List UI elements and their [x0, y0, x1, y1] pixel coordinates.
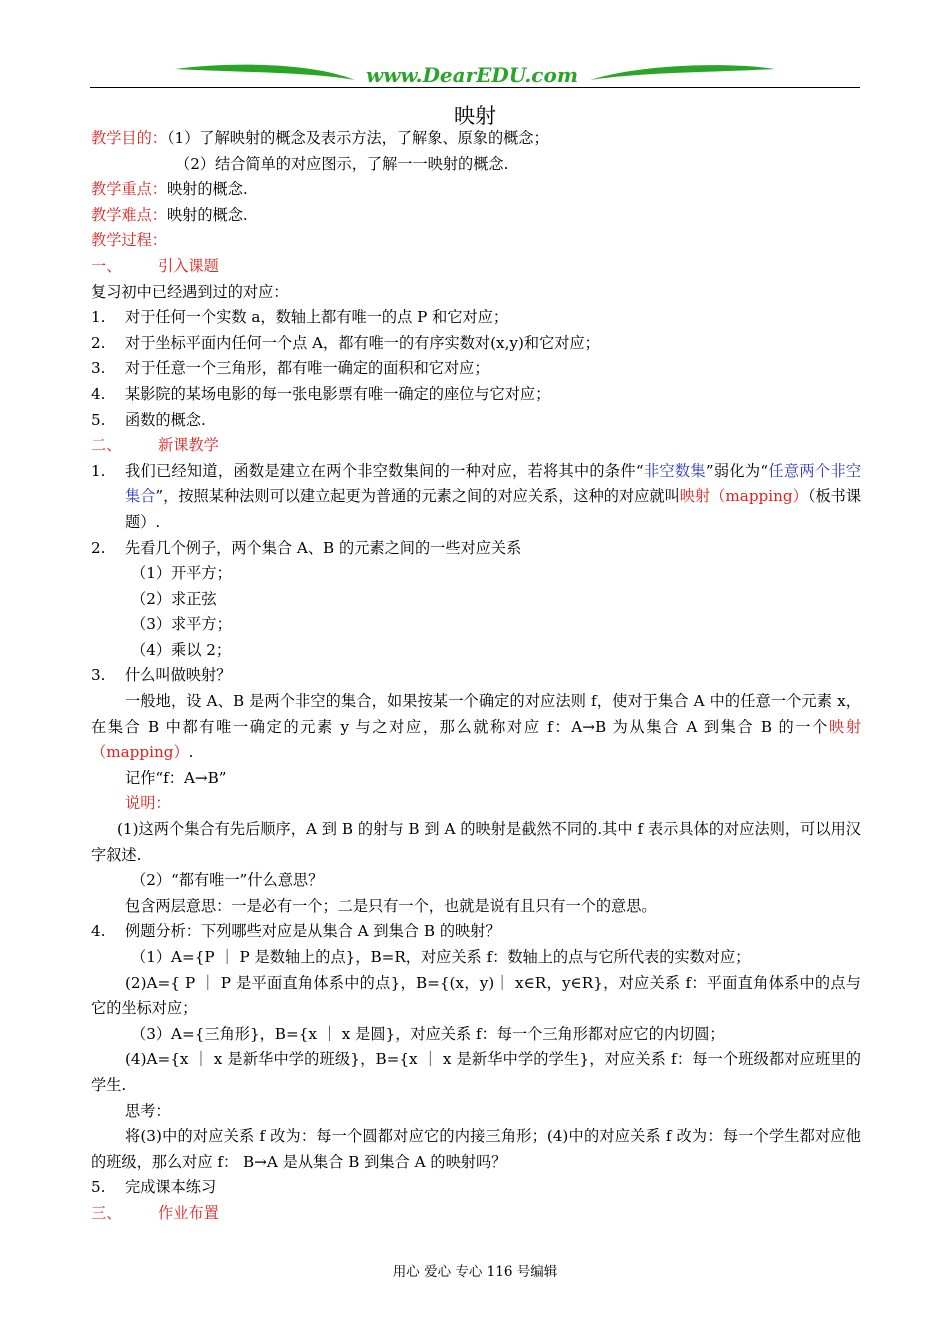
review-item-text: 某影院的某场电影的每一张电影票有唯一确定的座位与它对应；	[125, 384, 551, 403]
difficulty-text: 映射的概念.	[166, 205, 248, 224]
new-lesson-item-3	[91, 663, 861, 689]
item-1-text-h: （板书课题）.	[125, 487, 862, 531]
new-lesson-item-2	[91, 536, 861, 562]
review-item	[91, 382, 861, 408]
page-footer: 用心 爱心 专心 116 号编辑	[392, 1264, 558, 1280]
section-1-number: 一、	[91, 256, 122, 275]
difficulty-line	[91, 203, 861, 229]
example-relation: （4）乘以 2；	[131, 640, 232, 659]
section-3-title: 作业布置	[158, 1203, 219, 1222]
example-relation: （3）求平方；	[131, 615, 232, 634]
section-1-title: 引入课题	[158, 256, 219, 275]
definition-text: 一般地，设 A、B 是两个非空的集合，如果按某一个确定的对应法则 f，使对于集合 A 中的任意一个元素 x，在集合 B 中都有唯一确定的元素 y 与之对应，那么就称对应 f：A→B 为从集合 A 到集合 B 的一个	[91, 692, 861, 736]
section-3-heading	[91, 1201, 861, 1227]
review-item	[91, 331, 861, 357]
review-item	[91, 408, 861, 434]
item-2-number: 2.	[91, 538, 106, 557]
lesson-content	[91, 126, 861, 1227]
mapping-notation: 记作“f：A→B”	[125, 768, 227, 787]
review-intro: 复习初中已经遇到过的对应：	[91, 282, 289, 301]
review-item-text: 函数的概念.	[125, 410, 206, 429]
goals-line-1	[91, 126, 861, 152]
item-4-text: 例题分析：下列哪些对应是从集合 A 到集合 B 的映射？	[125, 922, 501, 941]
mapping-term: 映射	[679, 487, 711, 506]
goals-line-2	[91, 152, 861, 178]
page-title: 映射	[454, 104, 496, 128]
goals-label: 教学目的：	[91, 129, 167, 147]
think-question: 将(3)中的对应关系 f 改为：每一个圆都对应它的内接三角形；(4)中的对应关系 f 改为：每一个学生都对应他的班级，那么对应 f： B→A 是从集合 B 到集合 A 的映射吗？	[91, 1127, 861, 1171]
note-label: 说明：	[125, 794, 171, 813]
think-label: 思考：	[125, 1101, 171, 1120]
example-4: (4)A={x ｜ x 是新华中学的班级}，B={x ｜ x 是新华中学的学生}，对应关系 f：每一个班级都对应班里的学生.	[91, 1050, 861, 1094]
review-item-number: 3.	[91, 359, 106, 378]
item-1-text-a: 我们已经知道，函数是建立在两个非空数集间的一种对应，若将其中的条件“	[125, 461, 644, 480]
note-2: （2）“都有唯一”什么意思？	[131, 871, 324, 890]
difficulty-label: 教学难点：	[91, 205, 167, 224]
logo-text: www.DearEDU.com	[365, 63, 579, 87]
review-item	[91, 305, 861, 331]
process-label: 教学过程：	[91, 231, 167, 250]
any-two-nonempty-sets-term: 任意两个非空集合	[125, 461, 862, 506]
review-item-number: 1.	[91, 308, 106, 327]
item-3-number: 3.	[91, 666, 106, 685]
item-1-text-e: ”，按照某种法则可以建立起更为普通的元素之间的对应关系，这种的对应就叫	[155, 487, 680, 506]
review-item	[91, 356, 861, 382]
header-rule	[90, 87, 860, 88]
new-lesson-item-5	[91, 1175, 861, 1201]
key-point-text: 映射的概念.	[166, 180, 248, 199]
example-relation: （2）求正弦	[131, 589, 217, 608]
section-1-heading	[91, 254, 861, 280]
goals-item-2: （2）结合简单的对应图示，了解一一映射的概念.	[175, 154, 509, 173]
example-relation: （1）开平方；	[131, 564, 232, 583]
review-item-number: 5.	[91, 410, 106, 429]
nonempty-number-set-term: 非空数集	[643, 461, 706, 480]
item-1-number: 1.	[91, 461, 106, 480]
new-lesson-item-4	[91, 919, 861, 945]
definition-end: .	[188, 743, 194, 762]
example-2: (2)A={ P ｜ P 是平面直角体系中的点}，B={(x，y)｜ x∈R，y∈R}，对应关系 f：平面直角体系中的点与它的坐标对应；	[91, 973, 861, 1018]
item-1-text-c: ”弱化为“	[705, 461, 769, 480]
review-item-text: 对于任何一个实数 a，数轴上都有唯一的点 P 和它对应；	[125, 308, 509, 327]
section-2-heading	[91, 433, 861, 459]
key-point-line	[91, 177, 861, 203]
review-item-text: 对于任意一个三角形，都有唯一确定的面积和它对应；	[125, 359, 490, 378]
item-1-text	[125, 459, 861, 536]
logo-left-swoosh	[175, 65, 355, 80]
mapping-definition	[91, 689, 861, 766]
review-item-text: 对于坐标平面内任何一个点 A，都有唯一的有序实数对(x,y)和它对应；	[125, 333, 600, 352]
section-2-number: 二、	[91, 436, 122, 455]
example-1: （1）A={P ｜ P 是数轴上的点}，B=R，对应关系 f：数轴上的点与它所代表的实数对应；	[131, 948, 751, 966]
definition-mapping-term: 映射	[828, 717, 862, 736]
review-item-number: 2.	[91, 333, 106, 352]
site-logo	[170, 60, 780, 90]
new-lesson-item-1	[91, 459, 861, 536]
item-2-text: 先看几个例子，两个集合 A、B 的元素之间的一些对应关系	[125, 538, 522, 557]
note-3: 包含两层意思：一是必有一个；二是只有一个，也就是说有且只有一个的意思。	[125, 896, 657, 915]
review-item-number: 4.	[91, 384, 106, 403]
item-5-text: 完成课本练习	[125, 1178, 217, 1197]
mapping-english-term: （mapping）	[710, 487, 808, 506]
definition-mapping-english: （mapping）	[91, 743, 189, 762]
item-4-number: 4.	[91, 922, 106, 941]
note-1: (1)这两个集合有先后顺序，A 到 B 的射与 B 到 A 的映射是截然不同的.其中 f 表示具体的对应法则，可以用汉字叙述.	[91, 820, 861, 864]
logo-right-swoosh	[590, 65, 775, 80]
section-2-title: 新课教学	[158, 436, 219, 455]
section-3-number: 三、	[91, 1203, 122, 1222]
item-3-text: 什么叫做映射？	[125, 666, 232, 685]
goals-item-1: （1）了解映射的概念及表示方法，了解象、原象的概念；	[166, 129, 549, 147]
item-5-number: 5.	[91, 1178, 106, 1197]
example-3: （3）A={三角形}，B={x ｜ x 是圆}，对应关系 f：每一个三角形都对应它的内切圆；	[131, 1024, 725, 1043]
key-point-label: 教学重点：	[91, 180, 167, 199]
